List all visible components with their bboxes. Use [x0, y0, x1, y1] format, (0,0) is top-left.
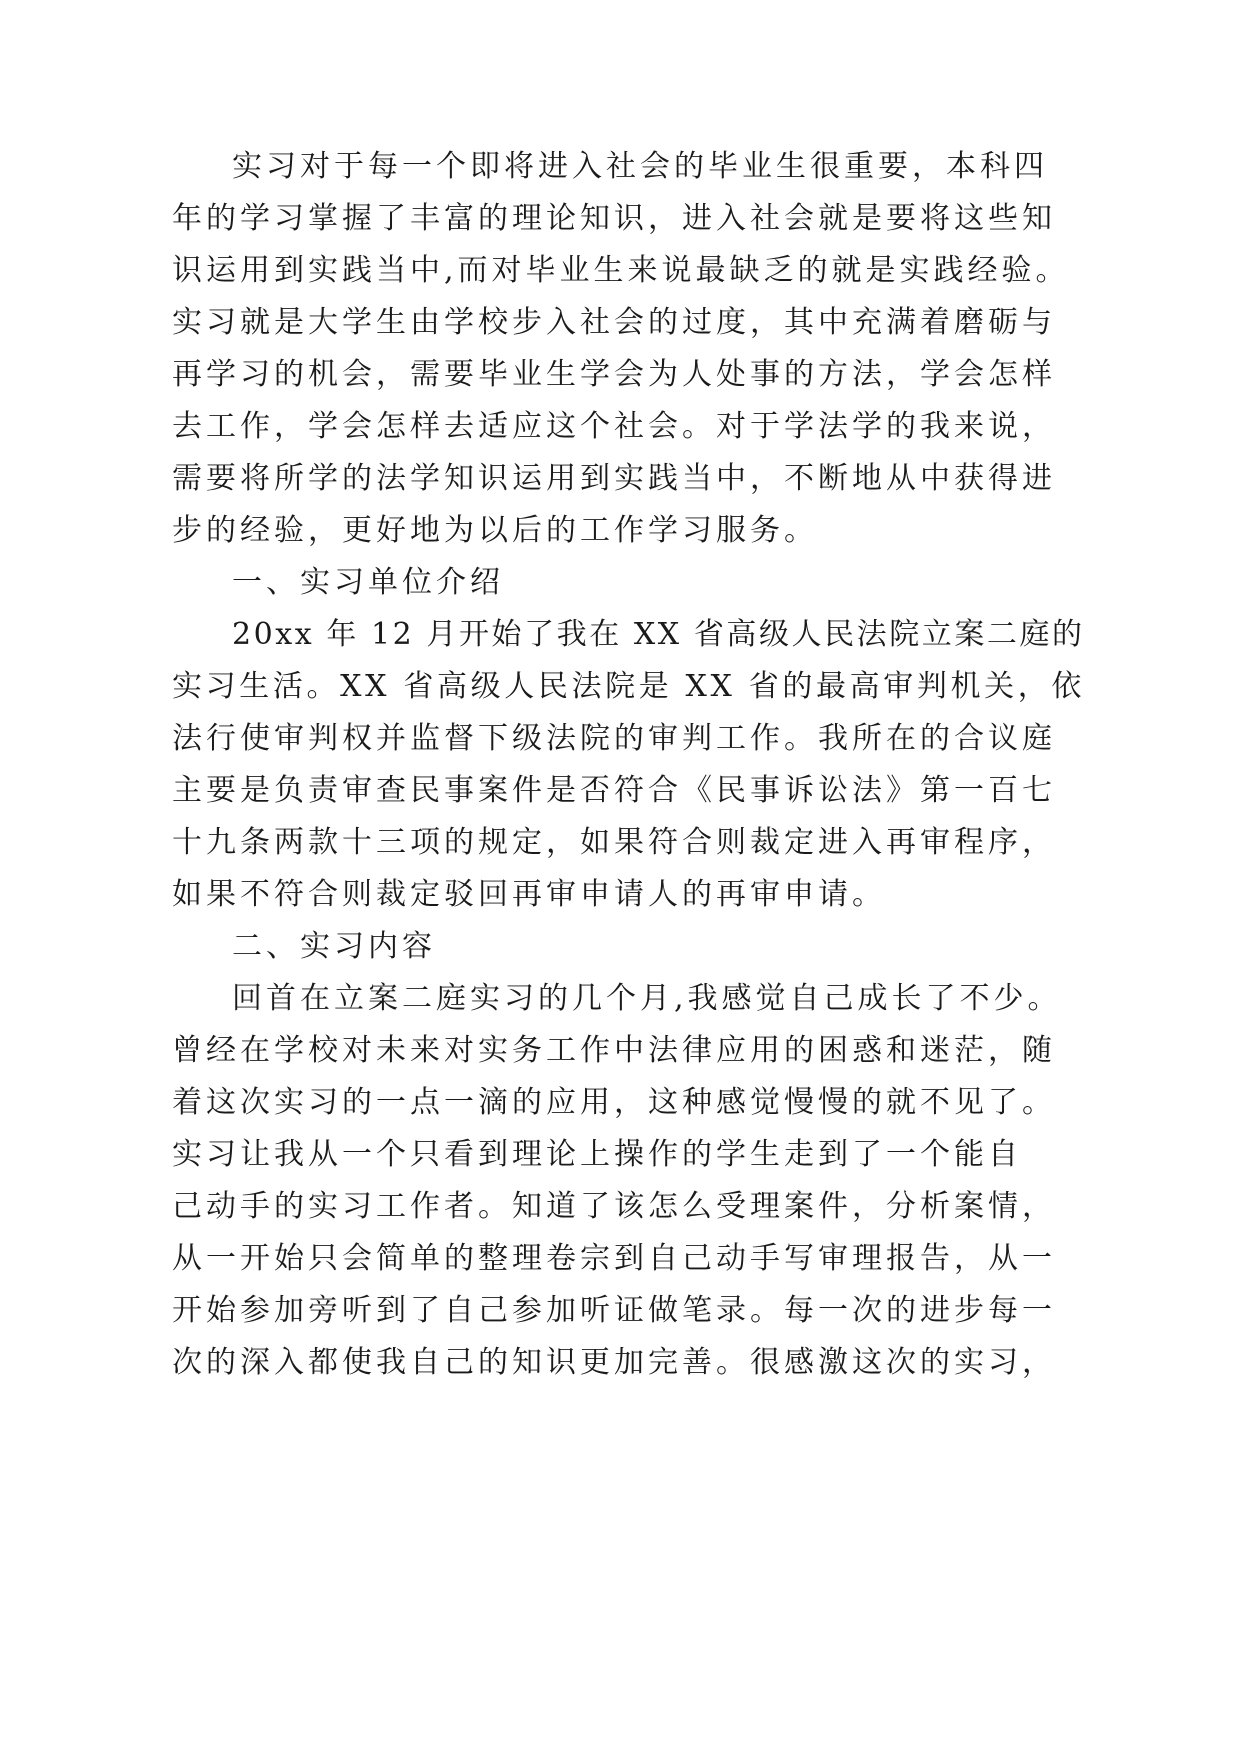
text-line: 法行使审判权并监督下级法院的审判工作。我所在的合议庭: [172, 721, 1056, 756]
text-line: 如果不符合则裁定驳回再审申请人的再审申请。: [172, 877, 886, 912]
text-line: 实习生活。XX 省高级人民法院是 XX 省的最高审判机关，依: [172, 669, 1086, 704]
text-line: 实习让我从一个只看到理论上操作的学生走到了一个能自: [172, 1137, 1022, 1172]
text-line: 20xx 年 12 月开始了我在 XX 省高级人民法院立案二庭的: [232, 617, 1085, 652]
text-line: 己动手的实习工作者。知道了该怎么受理案件，分析案情，: [172, 1189, 1056, 1224]
text-line: 实习对于每一个即将进入社会的毕业生很重要，本科四: [232, 149, 1048, 184]
text-line: 曾经在学校对未来对实务工作中法律应用的困惑和迷茫，随: [172, 1033, 1056, 1068]
text-line: 开始参加旁听到了自己参加听证做笔录。每一次的进步每一: [172, 1293, 1056, 1328]
text-line: 主要是负责审查民事案件是否符合《民事诉讼法》第一百七: [172, 773, 1056, 808]
text-line: 去工作，学会怎样去适应这个社会。对于学法学的我来说，: [172, 409, 1056, 444]
text-line: 次的深入都使我自己的知识更加完善。很感激这次的实习，: [172, 1345, 1056, 1380]
text-line: 识运用到实践当中,而对毕业生来说最缺乏的就是实践经验。: [172, 253, 1070, 288]
text-line: 从一开始只会简单的整理卷宗到自己动手写审理报告，从一: [172, 1241, 1056, 1276]
section-heading: 二、实习内容: [232, 929, 436, 964]
text-line: 着这次实习的一点一滴的应用，这种感觉慢慢的就不见了。: [172, 1085, 1056, 1120]
section-heading: 一、实习单位介绍: [232, 565, 504, 600]
text-line: 再学习的机会，需要毕业生学会为人处事的方法，学会怎样: [172, 357, 1056, 392]
text-line: 十九条两款十三项的规定，如果符合则裁定进入再审程序，: [172, 825, 1056, 860]
text-line: 步的经验，更好地为以后的工作学习服务。: [172, 513, 818, 548]
text-line: 需要将所学的法学知识运用到实践当中，不断地从中获得进: [172, 461, 1056, 496]
text-line: 实习就是大学生由学校步入社会的过度，其中充满着磨砺与: [172, 305, 1056, 340]
text-line: 回首在立案二庭实习的几个月,我感觉自己成长了不少。: [232, 981, 1062, 1016]
text-line: 年的学习掌握了丰富的理论知识，进入社会就是要将这些知: [172, 201, 1056, 236]
